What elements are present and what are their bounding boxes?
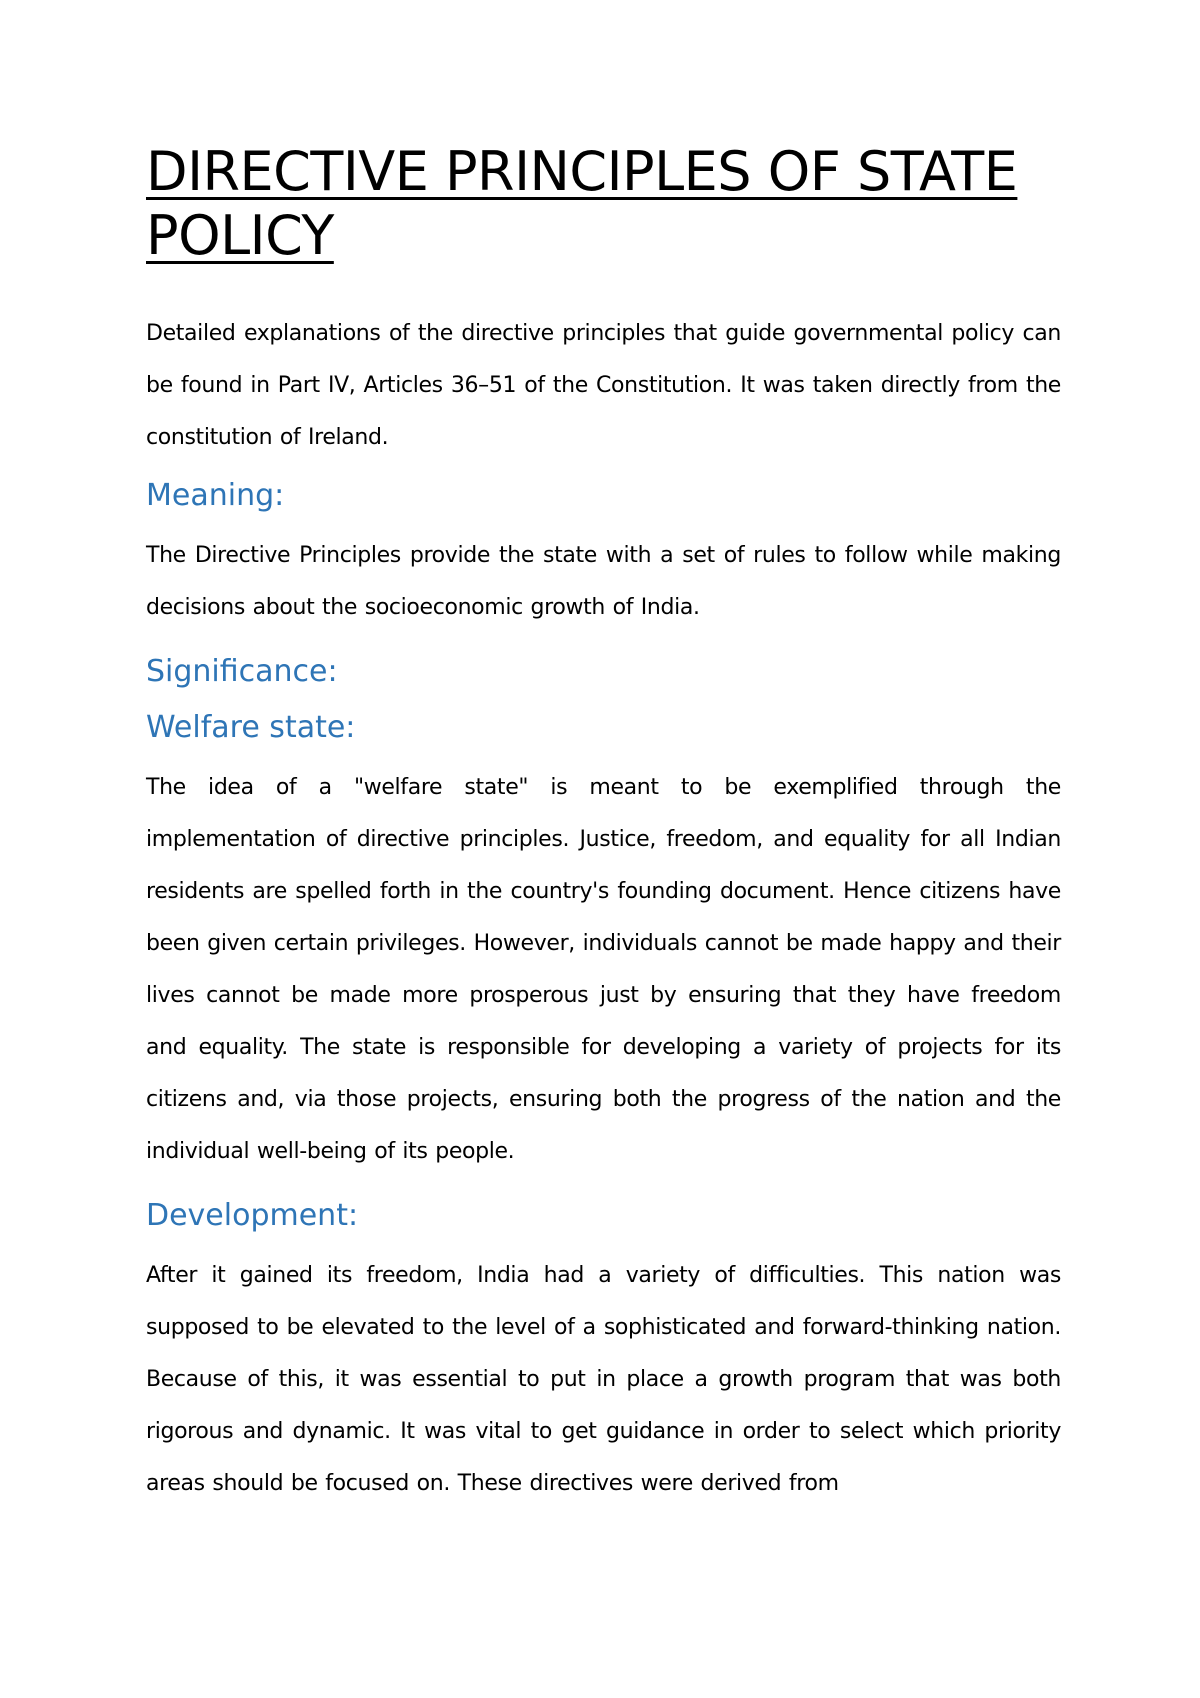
significance-heading: Significance: bbox=[146, 654, 338, 689]
meaning-heading: Meaning: bbox=[146, 478, 285, 513]
document-page bbox=[146, 140, 1061, 1510]
development-heading: Development: bbox=[146, 1198, 359, 1233]
meaning-paragraph: The Directive Principles provide the state with a set of rules to follow while making decisions about the socioeconomic growth of India. bbox=[146, 543, 1061, 620]
welfare-state-heading: Welfare state: bbox=[146, 710, 356, 745]
development-paragraph: After it gained its freedom, India had a variety of difficulties. This nation was supposed to be elevated to the level of a sophisticated and forward-thinking nation. Because of this, it was essential to put in place a growth program that was both rigorous and dynamic. It was vital to get guidance in order to select which priority areas should be focused on. These directives were derived from bbox=[146, 1263, 1061, 1496]
intro-paragraph: Detailed explanations of the directive principles that guide governmental policy can be found in Part IV, Articles 36–51 of the Constitution. It was taken directly from the constitution of Ireland. bbox=[146, 321, 1061, 450]
document-title: DIRECTIVE PRINCIPLES OF STATE POLICY bbox=[146, 140, 1018, 267]
welfare-state-paragraph: The idea of a "welfare state" is meant to be exemplified through the implementation of directive principles. Justice, freedom, and equality for all Indian residents are spelled forth in the country's founding document. Hence citizens have been given certain privileges. However, individuals cannot be made happy and their lives cannot be made more prosperous just by ensuring that they have freedom and equality. The state is responsible for developing a variety of projects for its citizens and, via those projects, ensuring both the progress of the nation and the individual well-being of its people. bbox=[146, 775, 1061, 1164]
